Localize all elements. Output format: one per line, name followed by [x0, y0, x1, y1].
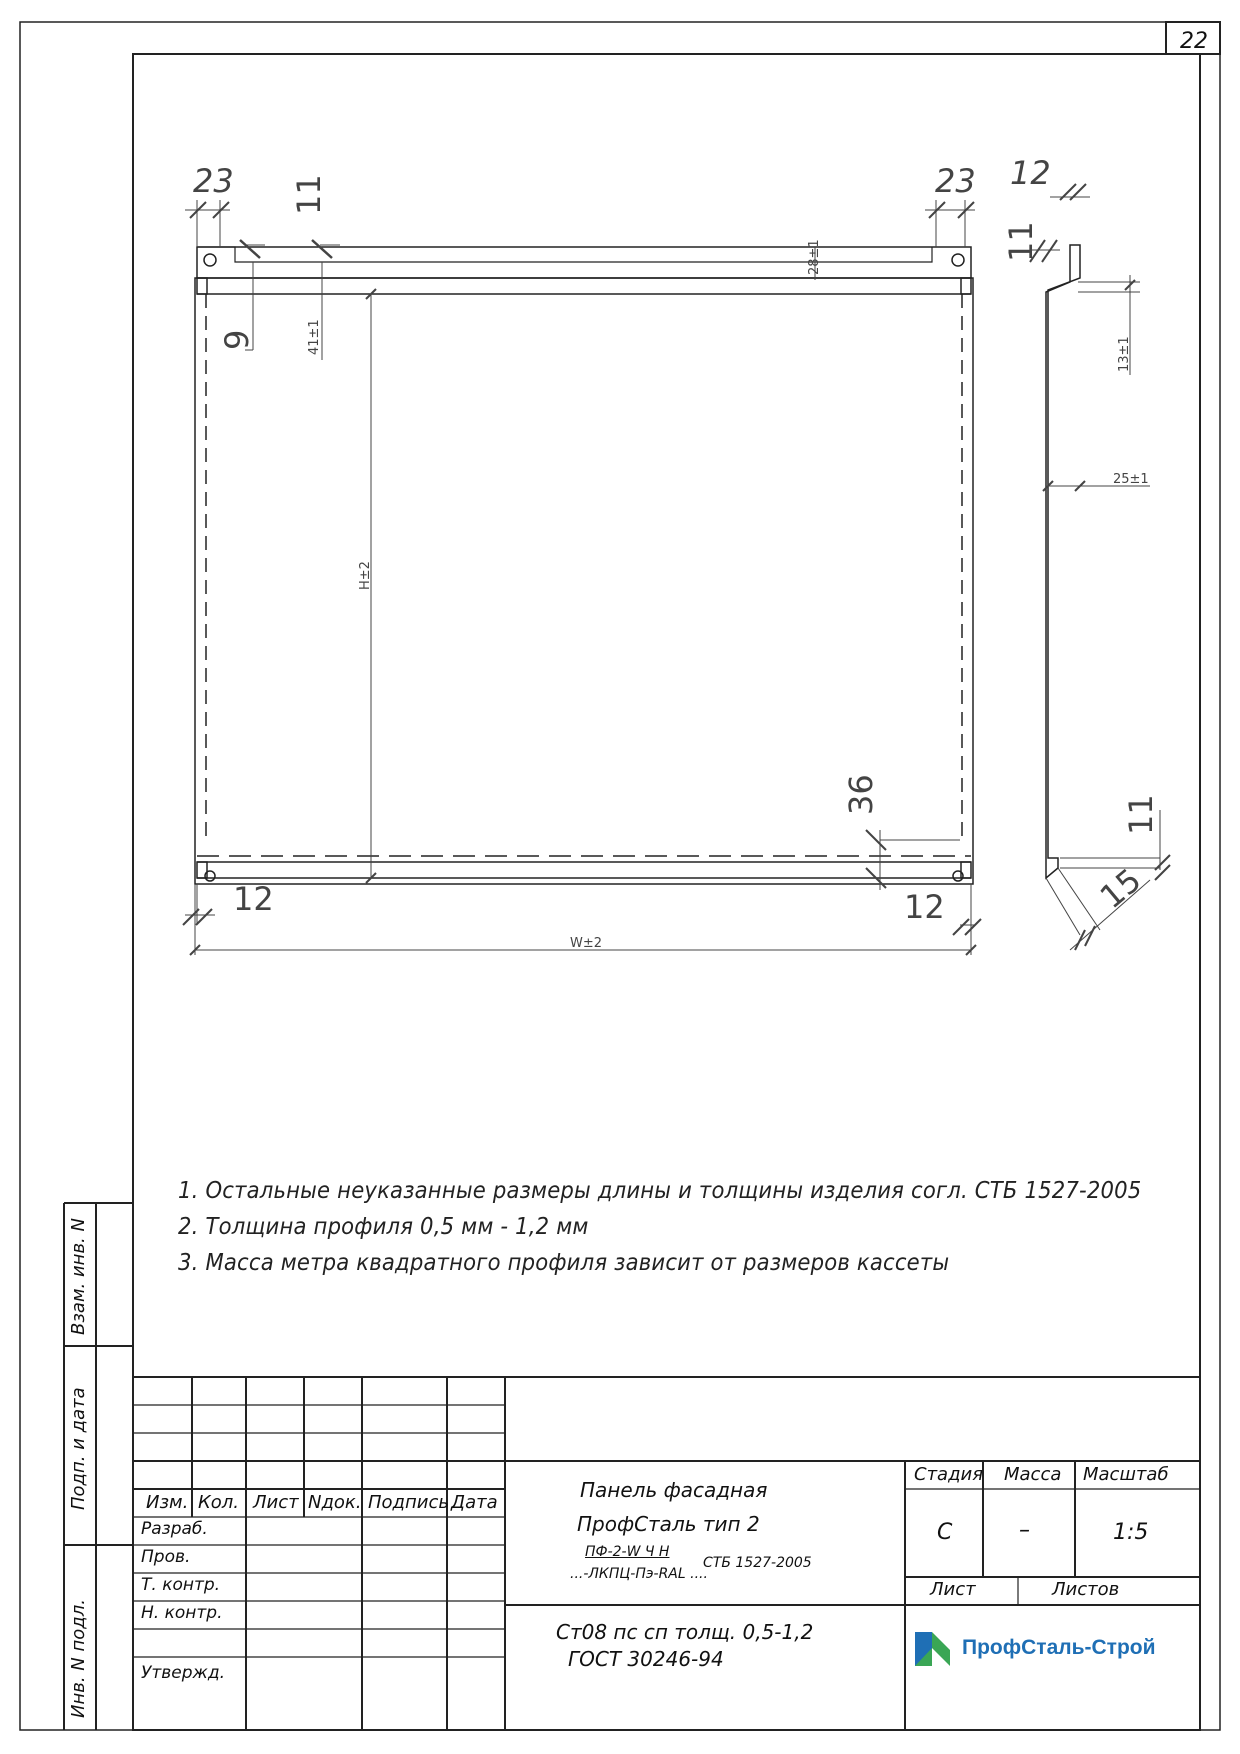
- sheets-label: Листов: [1052, 1579, 1120, 1600]
- sheet-label: Лист: [930, 1579, 976, 1600]
- side-dim-15: 15: [1092, 860, 1149, 917]
- dim-23-right: 23: [935, 162, 976, 200]
- stage-value: С: [937, 1520, 953, 1545]
- header-podpis: Подпись: [368, 1492, 449, 1513]
- side-dim-11-bottom: 11: [1122, 794, 1160, 835]
- mass-value: –: [1019, 1518, 1030, 1543]
- note-1: 1. Остальные неуказанные размеры длины и толщины изделия согл. СТБ 1527-2005: [178, 1178, 1142, 1204]
- material-grade: Ст08 пс сп толщ. 0,5-1,2: [556, 1620, 814, 1644]
- mass-label: Масса: [1004, 1464, 1062, 1485]
- side-dim-25: 25±1: [1113, 472, 1149, 487]
- dim-11-top: 11: [290, 174, 328, 215]
- designation-top: ПФ-2-W Ч Н: [585, 1544, 670, 1560]
- side-label-replaced-inv: Взам. инв. N: [68, 1218, 89, 1335]
- role-t-kontr: Т. контр.: [141, 1575, 221, 1595]
- role-n-kontr: Н. контр.: [141, 1603, 223, 1623]
- header-ndok: Nдок.: [308, 1492, 362, 1513]
- dim-36: 36: [842, 774, 880, 815]
- side-label-sign-date: Подп. и дата: [68, 1387, 89, 1510]
- product-subtitle: ПрофСталь тип 2: [577, 1512, 760, 1536]
- role-utverzhd: Утвержд.: [141, 1663, 226, 1683]
- front-dimensions: [183, 200, 981, 955]
- role-prov: Пров.: [141, 1547, 191, 1567]
- dimension-labels: [193, 154, 1160, 951]
- dim-28: 28±1: [807, 239, 822, 275]
- note-3: 3. Масса метра квадратного профиля зависит от размеров кассеты: [178, 1250, 950, 1276]
- dim-9: 9: [218, 329, 256, 350]
- scale-label: Масштаб: [1083, 1464, 1169, 1485]
- header-kol: Кол.: [198, 1492, 240, 1513]
- header-list: Лист: [253, 1492, 299, 1513]
- side-dim-11-top: 11: [1002, 221, 1040, 262]
- side-profile: [1046, 245, 1080, 878]
- header-izm: Изм.: [146, 1492, 189, 1513]
- dim-12-top: 12: [1010, 154, 1051, 192]
- side-dim-13: 13±1: [1117, 336, 1132, 372]
- scale-value: 1:5: [1113, 1520, 1149, 1545]
- product-title: Панель фасадная: [580, 1478, 768, 1502]
- dim-23-left: 23: [193, 162, 234, 200]
- company-name: ПрофСталь-Строй: [962, 1636, 1156, 1659]
- designation-standard: СТБ 1527-2005: [703, 1555, 812, 1571]
- side-label-inv-original: Инв. N подл.: [68, 1599, 89, 1718]
- role-razrab: Разраб.: [141, 1519, 208, 1539]
- stage-label: Стадия: [914, 1464, 984, 1485]
- header-data: Дата: [451, 1492, 498, 1513]
- dim-h: H±2: [358, 561, 373, 590]
- dim-w: W±2: [570, 936, 603, 951]
- designation-bottom: ...-ЛКПЦ-Пэ-RAL ....: [570, 1566, 708, 1582]
- dim-12-bottom-right: 12: [904, 888, 945, 926]
- material-standard: ГОСТ 30246-94: [568, 1647, 724, 1671]
- dim-41: 41±1: [307, 319, 322, 355]
- note-2: 2. Толщина профиля 0,5 мм - 1,2 мм: [178, 1214, 589, 1240]
- logo-icon: [915, 1632, 950, 1666]
- sheet-number: 22: [1180, 29, 1208, 54]
- dim-12-bottom-left: 12: [233, 880, 274, 918]
